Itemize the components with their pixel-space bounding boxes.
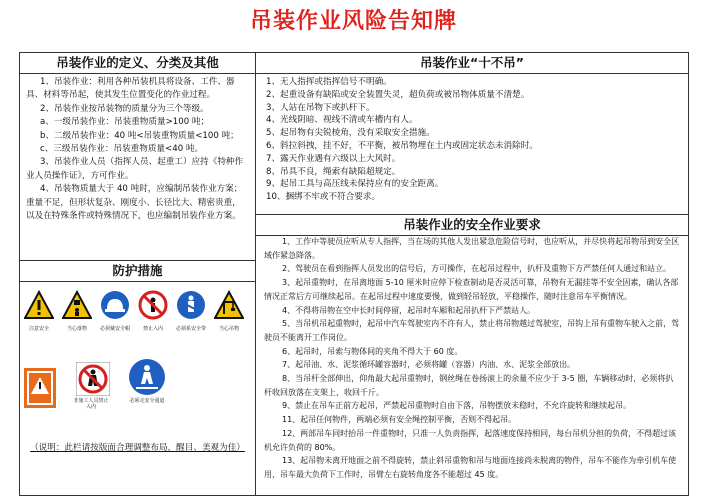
list-item: 12、两部吊车同时抬吊一件重物时，只准一人负责指挥，起落速度保持相同，每台吊机分担的负荷，不得超过该机允许负荷的 80%。 xyxy=(264,428,677,452)
sign-caption: 非施工人员禁止入内 xyxy=(73,398,109,410)
list-item: 5、当吊机吊起重物时，起吊中汽车驾驶室内不许有人，禁止将吊物越过驾驶室，吊钩上吊有重物车驶入之前，驾驶员不能离开工作岗位。 xyxy=(264,319,680,342)
sign-caption: 必须走安全通道 xyxy=(129,398,165,404)
list-item: 2、驾驶员在看到指挥人员发出的信号后，方可操作，在起吊过程中，扒杆及重物下方严禁任何人通过和站立。 xyxy=(282,264,672,274)
ten-no-heading: 吊装作业“十不吊” xyxy=(256,53,688,74)
list-item: 3、起吊重物时，在吊离地面 5-10 厘米时应停下检查制动是否灵活可靠，吊物有无漏挂等不安全因素，确认各部情况正常后方可继续起吊。在起吊过程中速度要慢，做到轻吊轻放，平稳操作，随时注意吊车平衡情况。 xyxy=(264,278,679,301)
definition-heading: 吊装作业的定义、分类及其他 xyxy=(20,53,255,74)
requirements-heading: 吊装作业的安全作业要求 xyxy=(256,215,688,236)
list-item: 8、吊具不良，绳索有缺陷超规定。 xyxy=(266,166,401,177)
definition-paragraph: 1、吊装作业：利用各种吊装机具将设备、工件、器具、材料等吊起，使其发生位置变化的作业过程。 xyxy=(26,77,235,101)
crane-warning-icon xyxy=(214,290,244,332)
list-item: 13、起吊物未离开地面之前不得旋转，禁止斜吊重物和吊与地面连接尚未脱离的物件，吊车不能作为牵引机车使用，吊车最大负荷下工作时，吊臂左右旋转角度各不能超过 45 度。 xyxy=(264,456,677,479)
no-entry-icon xyxy=(138,290,168,332)
definition-paragraph: c、三级吊装作业：吊装重物质量<40 吨。 xyxy=(40,144,204,155)
safe-passage-icon xyxy=(128,358,166,410)
no-passage-icon xyxy=(73,362,110,410)
list-item: 6、斜拉斜拽，挂不好，不平衡，被吊物埋在土内或固定状态未消除时。 xyxy=(266,140,538,151)
definition-body xyxy=(20,74,255,225)
sign-caption: 注意安全 xyxy=(28,326,49,332)
definition-paragraph: b、二级吊装作业：40 吨<吊装重物质量<100 吨； xyxy=(40,130,239,141)
sign-caption: 必须戴安全帽 xyxy=(99,326,130,332)
definition-paragraph: a、一级吊装作业：吊装重物质量>100 吨； xyxy=(40,117,210,128)
protection-heading: 防护措施 xyxy=(20,260,255,282)
list-item: 11、起吊任何物件，两端必须有安全绳控制平衡，否则不得起吊。 xyxy=(282,415,517,425)
requirements-header xyxy=(256,214,688,236)
list-item: 7、起吊油、水、泥浆循环罐容器时，必须将罐（容器）内油、水、泥浆全部放出。 xyxy=(282,360,576,370)
list-item: 6、起吊时，吊索与物体间的夹角不得大于 60 度。 xyxy=(282,346,463,356)
right-column xyxy=(256,53,688,495)
notice-table xyxy=(19,52,689,496)
sign-caption: 当心吊物 xyxy=(218,326,239,332)
list-item: 4、光线阴暗、视线不清或车槽内有人。 xyxy=(266,115,418,126)
safety-signs xyxy=(20,282,255,444)
page-title: 吊装作业风险告知牌 xyxy=(249,9,457,34)
list-item: 9、禁止在吊车正前方起吊，严禁起吊重物时自由下落，吊物摆放未稳时，不允许旋转和继续起吊。 xyxy=(282,401,632,411)
requirements-list xyxy=(256,235,688,482)
definition-paragraph: 3、吊装作业人员（指挥人员、起重工）应持《特种作业人员操作证》，方可作业。 xyxy=(26,157,244,181)
sign-caption: 必须系安全带 xyxy=(175,326,206,332)
list-item: 1、工作中等驶员应听从专人指挥，当在场的其他人发出紧急危险信号时，也应听从，并尽快将起吊物吊到安全区域作紧急降落。 xyxy=(264,237,680,260)
list-item: 9、起吊工具与高压线未保持应有的安全距离。 xyxy=(266,179,444,190)
sign-caption: 禁止入内 xyxy=(142,326,163,332)
protection-section xyxy=(20,260,255,453)
list-item: 1、无人指挥或指挥信号不明确。 xyxy=(266,77,392,87)
definition-paragraph: 2、吊装作业按吊装物的质量分为三个等级。 xyxy=(40,103,209,114)
list-item: 7、露天作业遇有六级以上大风时。 xyxy=(266,153,401,164)
list-item: 2、起重设备有缺陷或安全装置失灵，超负荷或被吊物体质量不清楚。 xyxy=(266,89,530,100)
list-item: 4、不得将吊物在空中长时间停留，起吊时车厢和起吊扒杆下严禁站人。 xyxy=(282,305,536,315)
danger-sign-icon xyxy=(24,368,56,408)
warning-triangle-icon xyxy=(24,290,54,332)
list-item: 10、捆绑不牢或不符合要求。 xyxy=(266,192,381,203)
list-item: 3、人站在吊物下或扒杆下。 xyxy=(266,102,375,113)
sign-caption: 当心落物 xyxy=(66,326,87,332)
list-item: 8、当吊杆全部伸出，仰角最大起吊重物时，钢丝绳在卷扬滚上的余量不应少于 3-5 圈，车辆移动时，必须将扒杆收回放落在支架上，收回千斤。 xyxy=(264,374,674,397)
left-column xyxy=(20,53,256,495)
layout-note: （说明：此栏请按版面合理调整布局，醒目、美观为佳） xyxy=(30,443,245,453)
definition-paragraph: 4、吊装物质量大于 40 吨时，应编制吊装作业方案；重量不足，但形状复杂、刚度小、长径比大、精密贵重，以及在特殊条件或特殊情况下，也应编制吊装作业方案。 xyxy=(26,184,243,222)
seat-belt-icon xyxy=(175,290,206,332)
falling-object-warning-icon xyxy=(62,290,92,332)
ten-no-list xyxy=(256,74,688,204)
list-item: 5、起吊物有尖锐棱角，没有采取安全措施。 xyxy=(266,128,435,139)
hard-hat-icon xyxy=(99,290,130,332)
